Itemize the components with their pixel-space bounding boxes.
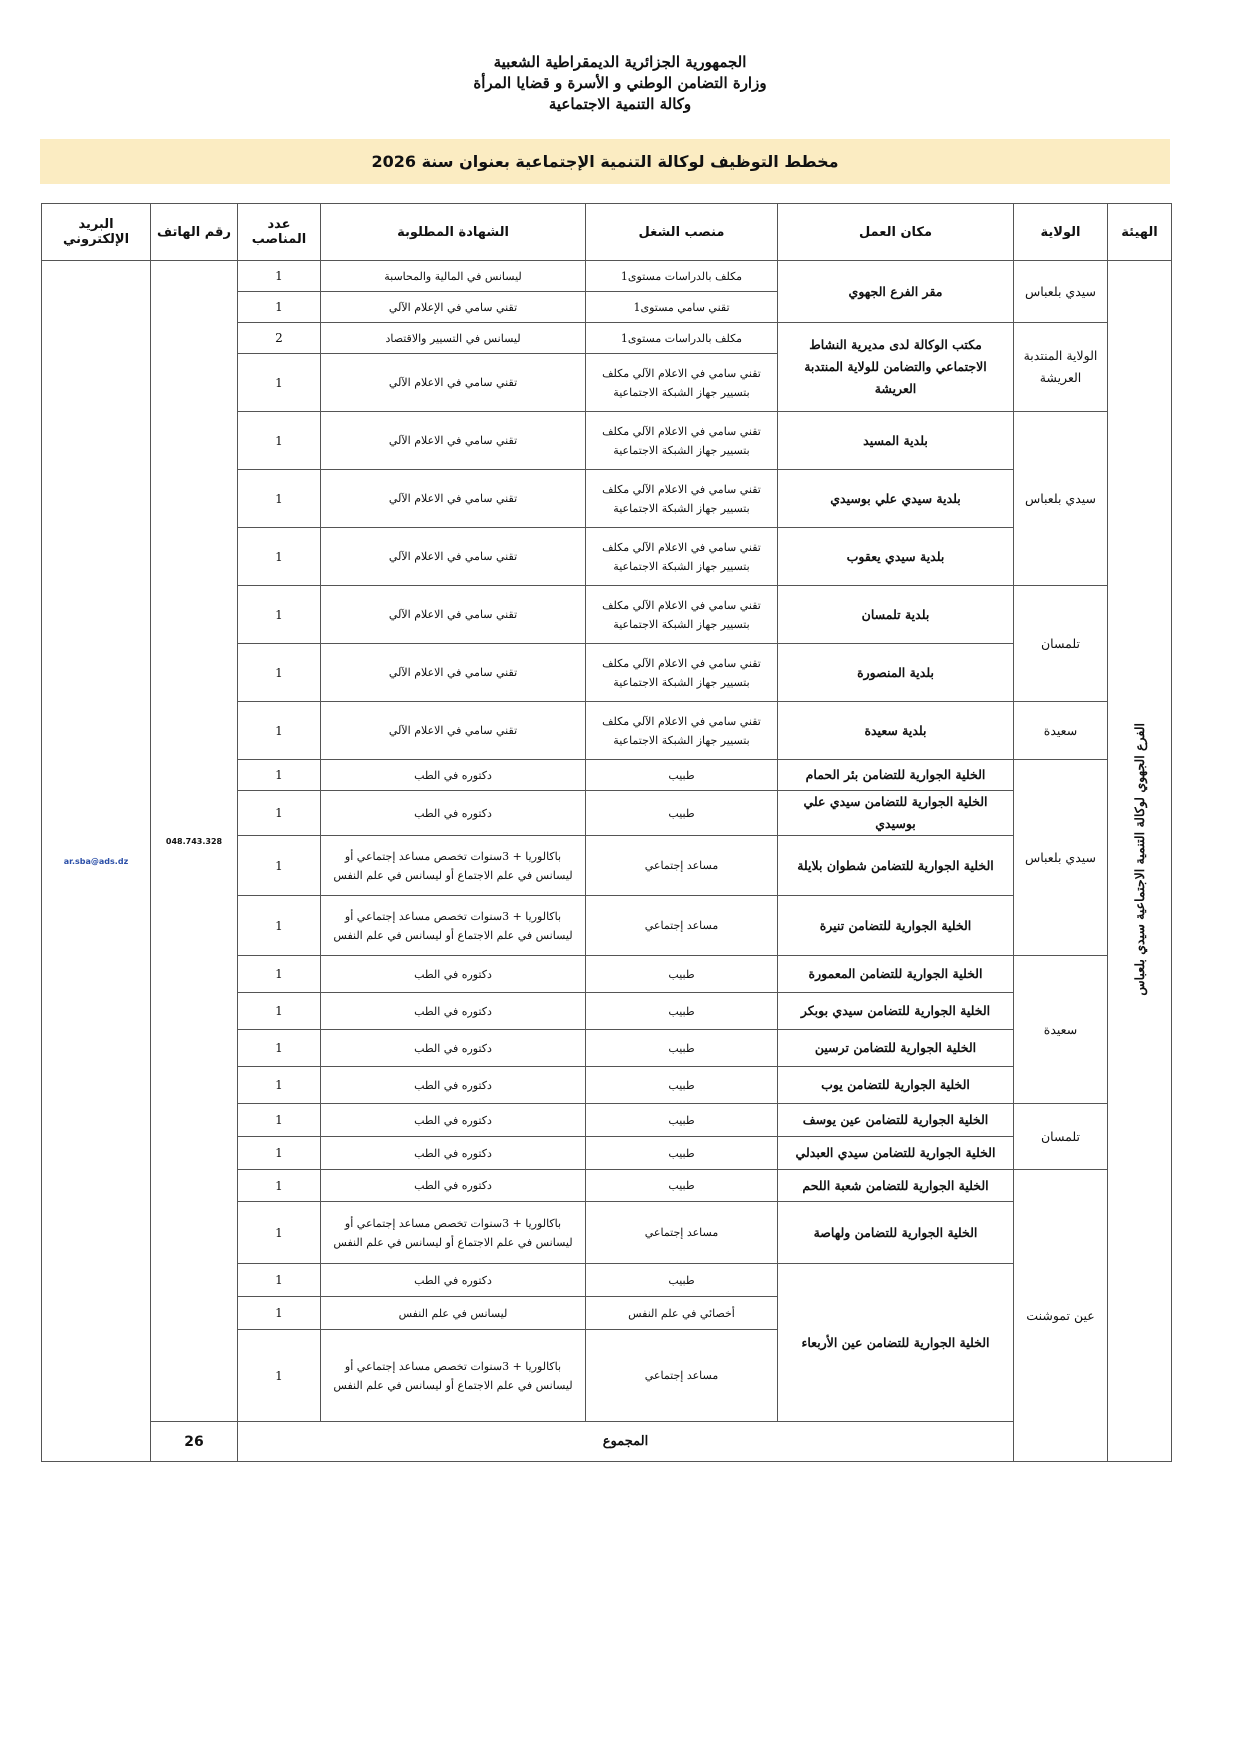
degree-cell: دكتوره في الطب	[321, 1104, 586, 1137]
degree-cell: تقني سامي في الاعلام الآلي	[321, 528, 586, 586]
count-cell: 2	[238, 323, 321, 354]
recruitment-table	[41, 203, 1172, 1462]
position-cell: تقني سامي في الاعلام الآلي مكلف بتسيير جهاز الشبكة الاجتماعية	[586, 702, 778, 760]
degree-cell: تقني سامي في الاعلام الآلي	[321, 702, 586, 760]
position-cell: تقني سامي في الاعلام الآلي مكلف بتسيير جهاز الشبكة الاجتماعية	[586, 644, 778, 702]
degree-cell: ليسانس في المالية والمحاسبة	[321, 261, 586, 292]
wilaya-cell: عين تموشنت	[1014, 1170, 1108, 1462]
degree-cell: ليسانس في علم النفس	[321, 1297, 586, 1330]
place-cell: الخلية الجوارية للتضامن ولهاصة	[778, 1202, 1014, 1264]
count-cell: 1	[238, 644, 321, 702]
total-row	[42, 1422, 1172, 1462]
degree-cell: تقني سامي في الاعلام الآلي	[321, 644, 586, 702]
count-cell: 1	[238, 261, 321, 292]
count-cell: 1	[238, 896, 321, 956]
degree-cell: باكالوريا + 3سنوات تخصص مساعد إجتماعي أو ليسانس في علم الاجتماع أو ليسانس في علم النفس	[321, 896, 586, 956]
place-cell: بلدية سعيدة	[778, 702, 1014, 760]
position-cell: طبيب	[586, 1170, 778, 1202]
place-cell: الخلية الجوارية للتضامن شعبة اللحم	[778, 1170, 1014, 1202]
degree-cell: دكتوره في الطب	[321, 1030, 586, 1067]
col-header-degree: الشهادة المطلوبة	[321, 204, 586, 261]
count-cell: 1	[238, 528, 321, 586]
position-cell: مكلف بالدراسات مستوى1	[586, 323, 778, 354]
count-cell: 1	[238, 1170, 321, 1202]
place-cell: الخلية الجوارية للتضامن يوب	[778, 1067, 1014, 1104]
degree-cell: باكالوريا + 3سنوات تخصص مساعد إجتماعي أو ليسانس في علم الاجتماع أو ليسانس في علم النفس	[321, 1202, 586, 1264]
count-cell: 1	[238, 956, 321, 993]
place-cell: الخلية الجوارية للتضامن سيدي بوبكر	[778, 993, 1014, 1030]
count-cell: 1	[238, 470, 321, 528]
position-cell: طبيب	[586, 1104, 778, 1137]
position-cell: طبيب	[586, 1137, 778, 1170]
count-cell: 1	[238, 412, 321, 470]
count-cell: 1	[238, 1137, 321, 1170]
position-cell: تقني سامي مستوى1	[586, 292, 778, 323]
count-cell: 1	[238, 354, 321, 412]
position-cell: طبيب	[586, 760, 778, 791]
page-title-banner: مخطط التوظيف لوكالة التنمية الإجتماعية بعنوان سنة 2026	[40, 139, 1170, 184]
place-cell: الخلية الجوارية للتضامن سيدي علي بوسيدي	[778, 791, 1014, 836]
degree-cell: باكالوريا + 3سنوات تخصص مساعد إجتماعي أو ليسانس في علم الاجتماع أو ليسانس في علم النفس	[321, 836, 586, 896]
position-cell: مكلف بالدراسات مستوى1	[586, 261, 778, 292]
degree-cell: دكتوره في الطب	[321, 956, 586, 993]
place-cell: الخلية الجوارية للتضامن شطوان بلايلة	[778, 836, 1014, 896]
position-cell: طبيب	[586, 1067, 778, 1104]
position-cell: تقني سامي في الاعلام الآلي مكلف بتسيير جهاز الشبكة الاجتماعية	[586, 412, 778, 470]
place-cell: بلدية سيدي علي بوسيدي	[778, 470, 1014, 528]
count-cell: 1	[238, 1030, 321, 1067]
phone-cell: 048.743.328	[151, 261, 238, 1422]
place-cell: الخلية الجوارية للتضامن ترسين	[778, 1030, 1014, 1067]
wilaya-cell: سعيدة	[1014, 956, 1108, 1104]
count-cell: 1	[238, 760, 321, 791]
position-cell: مساعد إجتماعي	[586, 1330, 778, 1422]
count-cell: 1	[238, 1264, 321, 1297]
place-cell: بلدية تلمسان	[778, 586, 1014, 644]
header-line-agency: وكالة التنمية الاجتماعية	[548, 95, 692, 113]
table-header-row	[42, 204, 1172, 261]
wilaya-cell: سيدي بلعباس	[1014, 760, 1108, 956]
count-cell: 1	[238, 993, 321, 1030]
place-cell: مقر الفرع الجهوي	[778, 261, 1014, 323]
position-cell: مساعد إجتماعي	[586, 836, 778, 896]
col-header-count: عدد المناصب	[238, 204, 321, 261]
col-header-phone: رقم الهاتف	[151, 204, 238, 261]
wilaya-cell: سعيدة	[1014, 702, 1108, 760]
position-cell: مساعد إجتماعي	[586, 896, 778, 956]
total-value: 26	[151, 1422, 238, 1462]
place-cell: بلدية سيدي يعقوب	[778, 528, 1014, 586]
position-cell: تقني سامي في الاعلام الآلي مكلف بتسيير جهاز الشبكة الاجتماعية	[586, 528, 778, 586]
count-cell: 1	[238, 292, 321, 323]
degree-cell: دكتوره في الطب	[321, 1170, 586, 1202]
position-cell: مساعد إجتماعي	[586, 1202, 778, 1264]
degree-cell: دكتوره في الطب	[321, 993, 586, 1030]
count-cell: 1	[238, 1202, 321, 1264]
degree-cell: تقني سامي في الاعلام الآلي	[321, 470, 586, 528]
place-cell: الخلية الجوارية للتضامن تنيرة	[778, 896, 1014, 956]
position-cell: تقني سامي في الاعلام الآلي مكلف بتسيير جهاز الشبكة الاجتماعية	[586, 586, 778, 644]
degree-cell: ليسانس في التسيير والاقتصاد	[321, 323, 586, 354]
position-cell: أخصائي في علم النفس	[586, 1297, 778, 1330]
place-cell: الخلية الجوارية للتضامن عين الأربعاء	[778, 1264, 1014, 1422]
header-line-ministry: وزارة التضامن الوطني و الأسرة و قضايا المرأة	[473, 74, 767, 92]
place-cell: بلدية المسيد	[778, 412, 1014, 470]
place-cell: الخلية الجوارية للتضامن المعمورة	[778, 956, 1014, 993]
count-cell: 1	[238, 1297, 321, 1330]
degree-cell: تقني سامي في الاعلام الآلي	[321, 354, 586, 412]
count-cell: 1	[238, 1330, 321, 1422]
position-cell: تقني سامي في الاعلام الآلي مكلف بتسيير جهاز الشبكة الاجتماعية	[586, 354, 778, 412]
col-header-position: منصب الشغل	[586, 204, 778, 261]
degree-cell: تقني سامي في الاعلام الآلي	[321, 412, 586, 470]
total-label: المجموع	[238, 1422, 1014, 1462]
degree-cell: دكتوره في الطب	[321, 1137, 586, 1170]
degree-cell: تقني سامي في الإعلام الآلي	[321, 292, 586, 323]
degree-cell: باكالوريا + 3سنوات تخصص مساعد إجتماعي أو ليسانس في علم الاجتماع أو ليسانس في علم النفس	[321, 1330, 586, 1422]
wilaya-cell: سيدي بلعباس	[1014, 412, 1108, 586]
col-header-place: مكان العمل	[778, 204, 1014, 261]
place-cell: مكتب الوكالة لدى مديرية النشاط الاجتماعي والتضامن للولاية المنتدبة العريشة	[778, 323, 1014, 412]
col-header-wilaya: الولاية	[1014, 204, 1108, 261]
degree-cell: دكتوره في الطب	[321, 760, 586, 791]
wilaya-cell: سيدي بلعباس	[1014, 261, 1108, 323]
position-cell: تقني سامي في الاعلام الآلي مكلف بتسيير جهاز الشبكة الاجتماعية	[586, 470, 778, 528]
position-cell: طبيب	[586, 1030, 778, 1067]
position-cell: طبيب	[586, 993, 778, 1030]
wilaya-cell: تلمسان	[1014, 1104, 1108, 1170]
table-row	[42, 261, 1172, 292]
wilaya-cell: الولاية المنتدبة العريشة	[1014, 323, 1108, 412]
col-header-email: البريد الإلكتروني	[42, 204, 151, 261]
place-cell: الخلية الجوارية للتضامن عين يوسف	[778, 1104, 1014, 1137]
count-cell: 1	[238, 836, 321, 896]
degree-cell: دكتوره في الطب	[321, 1264, 586, 1297]
count-cell: 1	[238, 586, 321, 644]
degree-cell: دكتوره في الطب	[321, 1067, 586, 1104]
degree-cell: دكتوره في الطب	[321, 791, 586, 836]
position-cell: طبيب	[586, 956, 778, 993]
count-cell: 1	[238, 702, 321, 760]
place-cell: بلدية المنصورة	[778, 644, 1014, 702]
document-header	[380, 52, 860, 115]
header-line-republic: الجمهورية الجزائرية الديمقراطية الشعبية	[493, 53, 747, 71]
place-cell: الخلية الجوارية للتضامن بئر الحمام	[778, 760, 1014, 791]
degree-cell: تقني سامي في الاعلام الآلي	[321, 586, 586, 644]
body-cell: الفرع الجهوي لوكالة التنمية الاجتماعية سيدي بلعباس	[1108, 261, 1172, 1462]
position-cell: طبيب	[586, 1264, 778, 1297]
position-cell: طبيب	[586, 791, 778, 836]
place-cell: الخلية الجوارية للتضامن سيدي العبدلي	[778, 1137, 1014, 1170]
wilaya-cell: تلمسان	[1014, 586, 1108, 702]
count-cell: 1	[238, 791, 321, 836]
col-header-body: الهيئة	[1108, 204, 1172, 261]
email-link[interactable]: ar.sba@ads.dz	[42, 261, 151, 1462]
count-cell: 1	[238, 1067, 321, 1104]
count-cell: 1	[238, 1104, 321, 1137]
